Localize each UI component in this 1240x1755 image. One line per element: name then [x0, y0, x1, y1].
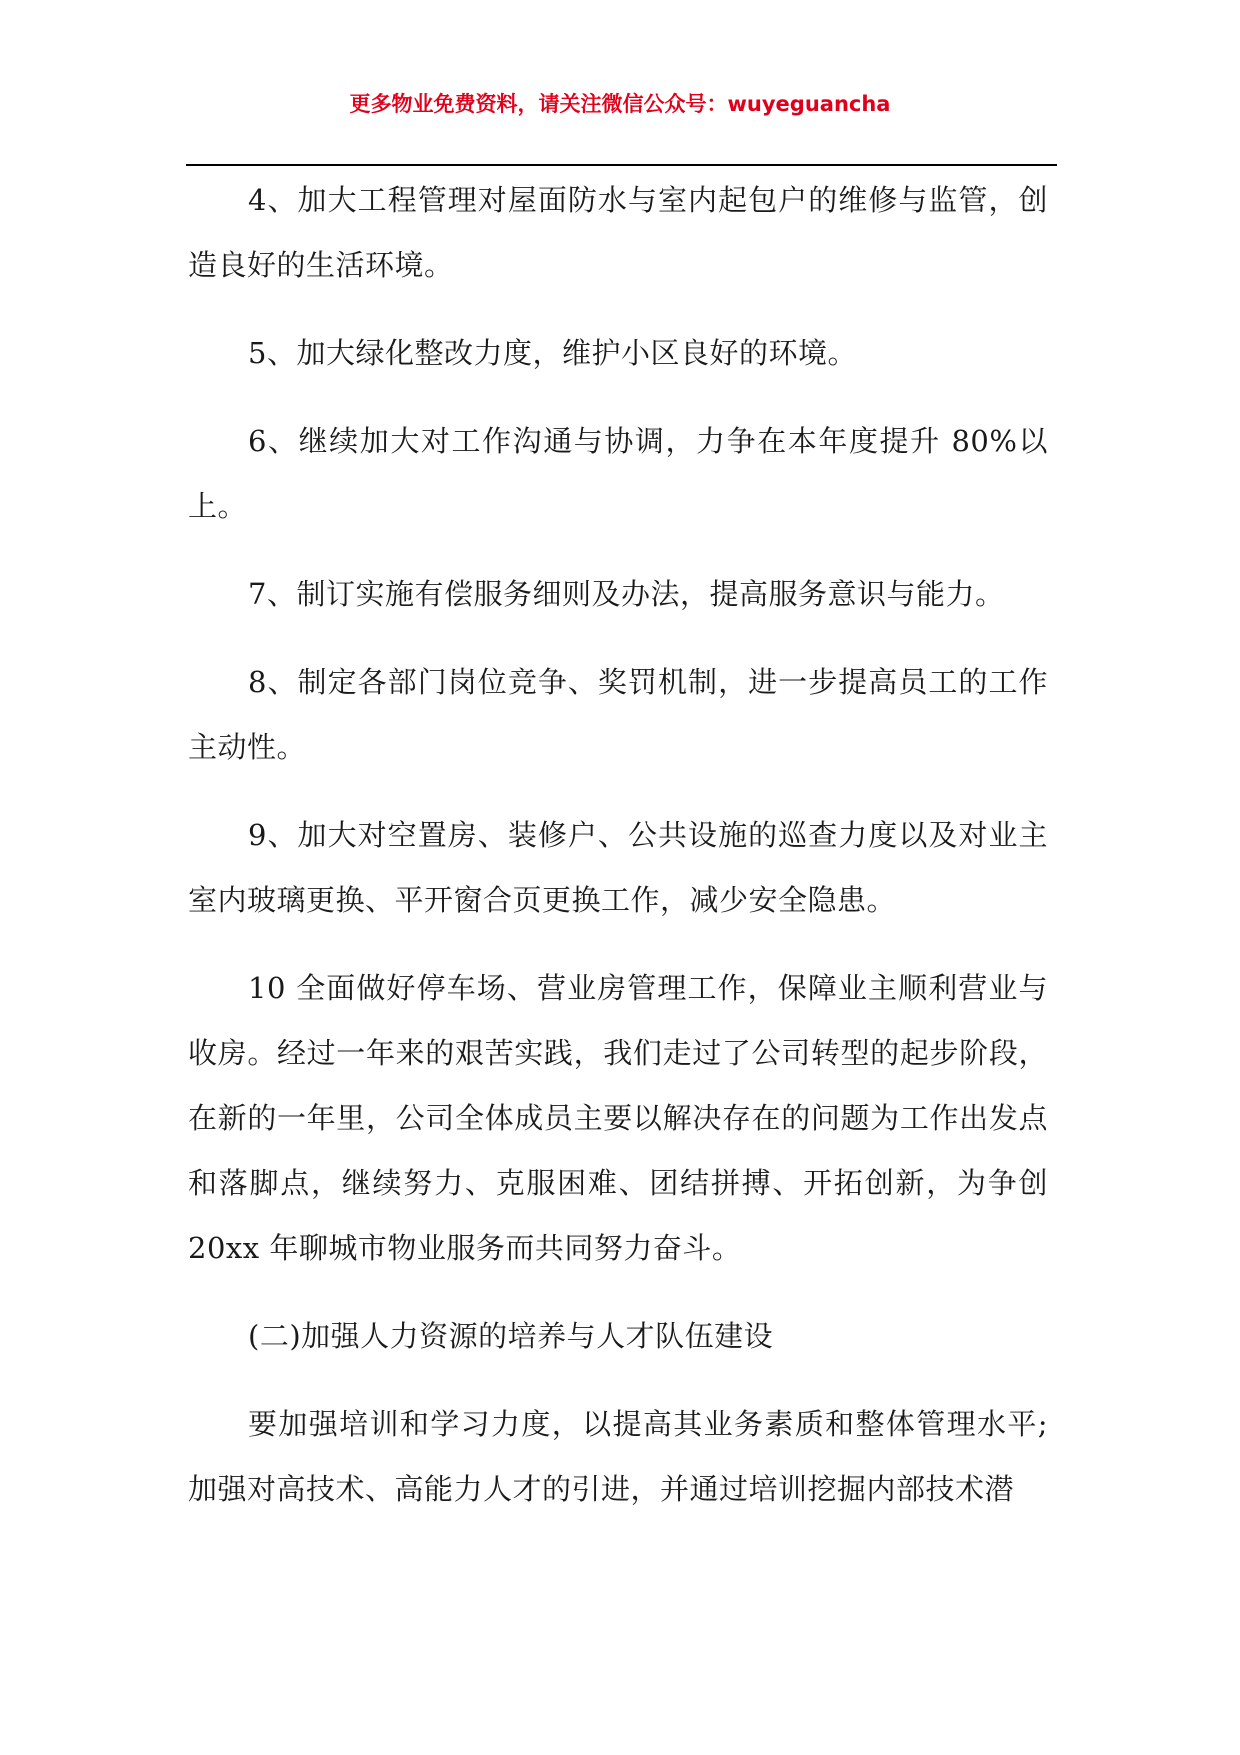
- paragraph-item-10: 10 全面做好停车场、营业房管理工作，保障业主顺利营业与收房。经过一年来的艰苦实践，我们走过了公司转型的起步阶段，在新的一年里，公司全体成员主要以解决存在的问题为工作出发点和落脚点，继续努力、克服困难、团结拼搏、开拓创新，为争创 20xx 年聊城市物业服务而共同努力奋斗。: [188, 971, 1048, 1265]
- header-divider: [186, 164, 1057, 166]
- paragraph-item-4: 4、加大工程管理对屋面防水与室内起包户的维修与监管，创造良好的生活环境。: [188, 183, 1048, 282]
- paragraph-training: 要加强培训和学习力度，以提高其业务素质和整体管理水平;加强对高技术、高能力人才的引进，并通过培训挖掘内部技术潜: [188, 1407, 1048, 1506]
- paragraph-item-5: 5、加大绿化整改力度，维护小区良好的环境。: [248, 336, 857, 370]
- promo-header: 更多物业免费资料，请关注微信公众号：wuyeguancha: [349, 92, 891, 116]
- paragraph-item-6: 6、继续加大对工作沟通与协调，力争在本年度提升 80%以上。: [188, 424, 1048, 523]
- paragraph-item-9: 9、加大对空置房、装修户、公共设施的巡查力度以及对业主室内玻璃更换、平开窗合页更换工作，减少安全隐患。: [188, 818, 1048, 917]
- paragraph-item-8: 8、制定各部门岗位竞争、奖罚机制，进一步提高员工的工作主动性。: [188, 665, 1048, 764]
- paragraph-item-7: 7、制订实施有偿服务细则及办法，提高服务意识与能力。: [248, 577, 1005, 611]
- section-heading: (二)加强人力资源的培养与人才队伍建设: [248, 1319, 774, 1353]
- document-body: [188, 168, 1048, 1545]
